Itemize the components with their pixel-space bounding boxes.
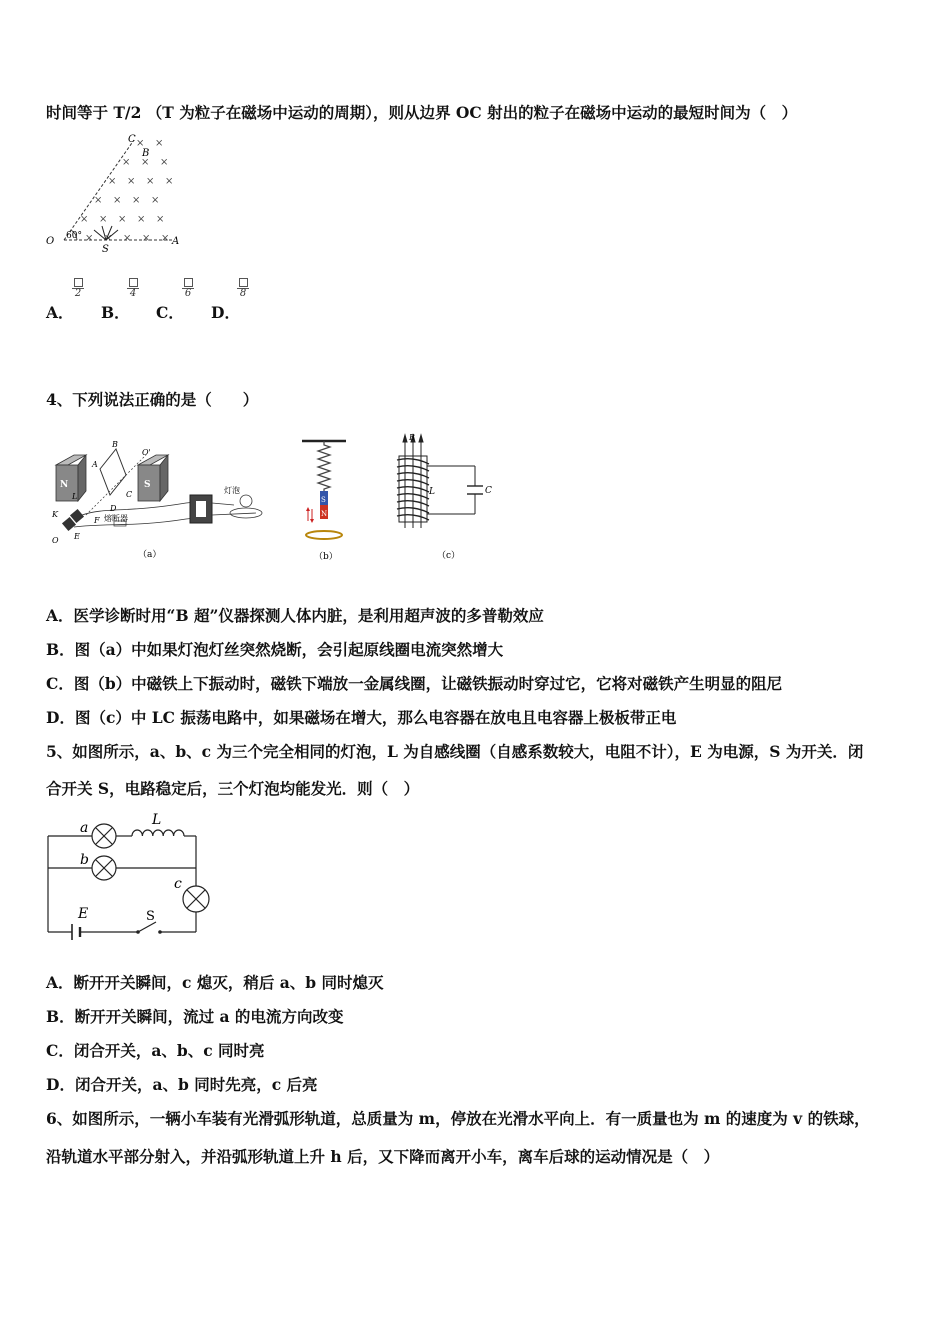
field-cross-mark: × xyxy=(160,157,169,168)
q4-figure-c-lc-circuit xyxy=(395,430,505,560)
fig-a-caption: （a） xyxy=(138,550,162,560)
q4-option-c[interactable]: C．图（b）中磁铁上下振动时，磁铁下端放一金属线圈，让磁铁振动时穿过它，它将对磁铁产生明显的阻尼 xyxy=(46,674,783,693)
q3-option-a[interactable]: A． xyxy=(46,303,74,322)
q3-option-a-fraction: 2 xyxy=(71,278,85,299)
q5-stem-line-1: 5、如图所示，a、b、c 为三个完全相同的灯泡，L 为自感线圈（自感系数较大，电阻不计），E 为电源，S 为开关．闭 xyxy=(46,742,864,761)
fig-b-N: N xyxy=(321,510,328,518)
label-C: C xyxy=(128,134,136,145)
field-cross-mark: × xyxy=(104,233,113,244)
fig-a-C: C xyxy=(126,490,133,499)
field-cross-mark: × xyxy=(142,233,151,244)
q3-option-b-fraction: 4 xyxy=(126,278,140,299)
field-cross-mark: × xyxy=(108,176,117,187)
field-cross-mark: × xyxy=(165,176,174,187)
q5-circuit-figure xyxy=(44,810,219,945)
fig-a-O: O xyxy=(52,536,59,545)
fig-a-D: D xyxy=(110,504,117,513)
fig-c-L: L xyxy=(429,487,435,497)
field-cross-mark: × xyxy=(94,195,103,206)
fig-a-E: E xyxy=(74,532,80,541)
q3-magnetic-field-figure xyxy=(44,132,184,252)
fig-a-B: B xyxy=(112,440,118,449)
q4-stem: 4、下列说法正确的是（ ） xyxy=(46,390,259,409)
circuit-label-c: c xyxy=(174,876,182,892)
fig-b-caption: （b） xyxy=(314,552,338,562)
field-cross-mark: × xyxy=(118,214,127,225)
fig-c-C: C xyxy=(485,486,492,496)
q5-option-b[interactable]: B．断开开关瞬间，流过 a 的电流方向改变 xyxy=(46,1007,344,1026)
field-cross-mark: × xyxy=(141,157,150,168)
field-cross-mark: × xyxy=(151,195,160,206)
q5-stem-line-2: 合开关 S，电路稳定后，三个灯泡均能发光．则（ ） xyxy=(46,779,420,798)
field-cross-mark: × xyxy=(161,233,170,244)
circuit-label-a: a xyxy=(80,820,89,836)
fig-c-B: B xyxy=(409,433,415,442)
q4-option-d[interactable]: D．图（c）中 LC 振荡电路中，如果磁场在增大，那么电容器在放电且电容器上极板带正电 xyxy=(46,708,677,727)
field-cross-mark: × xyxy=(113,195,122,206)
label-A: A xyxy=(172,236,180,247)
circuit-label-b: b xyxy=(80,852,89,868)
field-cross-mark: × xyxy=(122,157,131,168)
q6-stem-line-1: 6、如图所示，一辆小车装有光滑弧形轨道，总质量为 m，停放在光滑水平向上．有一质量也为 m 的速度为 v 的铁球， xyxy=(46,1109,870,1128)
q6-stem-line-2: 沿轨道水平部分射入，并沿弧形轨道上升 h 后，又下降而离开小车，离车后球的运动情况是（ ） xyxy=(46,1147,720,1166)
q3-option-b[interactable]: B． xyxy=(101,303,130,322)
q3-option-d-fraction: 8 xyxy=(236,278,250,299)
fig-a-K: K xyxy=(52,510,58,519)
fig-a-A: A xyxy=(92,460,98,469)
q3-option-c[interactable]: C． xyxy=(156,303,184,322)
q5-option-a[interactable]: A．断开开关瞬间，c 熄灭，稍后 a、b 同时熄灭 xyxy=(46,973,384,992)
field-cross-mark: × xyxy=(85,233,94,244)
label-angle: 60° xyxy=(66,231,82,241)
field-cross-mark: × xyxy=(156,214,165,225)
label-B: B xyxy=(142,148,150,159)
q4-option-a[interactable]: A．医学诊断时用“B 超”仪器探测人体内脏，是利用超声波的多普勒效应 xyxy=(46,606,544,625)
field-cross-mark: × xyxy=(146,176,155,187)
field-cross-mark: × xyxy=(80,214,89,225)
fig-a-N: N xyxy=(60,480,69,490)
field-cross-mark: × xyxy=(123,233,132,244)
fig-a-lamp: 灯泡 xyxy=(224,486,240,495)
q3-option-d[interactable]: D． xyxy=(211,303,240,322)
field-cross-mark: × xyxy=(155,138,164,149)
fig-c-caption: （c） xyxy=(437,551,461,560)
label-O: O xyxy=(46,236,55,247)
circuit-label-S: S xyxy=(146,909,155,924)
fig-a-O1: O' xyxy=(142,448,151,457)
q3-stem-tail: 时间等于 T/2 （T 为粒子在磁场中运动的周期），则从边界 OC 射出的粒子在磁场中运动的最短时间为（ ） xyxy=(46,103,798,122)
fig-a-S: S xyxy=(144,480,151,490)
fig-a-L: L xyxy=(72,492,78,501)
field-cross-mark: × xyxy=(132,195,141,206)
q5-option-d[interactable]: D．闭合开关，a、b 同时先亮，c 后亮 xyxy=(46,1075,318,1094)
q4-option-b[interactable]: B．图（a）中如果灯泡灯丝突然烧断，会引起原线圈电流突然增大 xyxy=(46,640,504,659)
fig-a-F: F xyxy=(94,516,100,525)
field-cross-mark: × xyxy=(136,138,145,149)
fig-b-S: S xyxy=(321,496,326,504)
q4-figure-b-spring-magnet xyxy=(290,435,360,565)
circuit-label-E: E xyxy=(78,906,89,922)
q4-figure-a-generator xyxy=(46,435,276,565)
field-cross-mark: × xyxy=(99,214,108,225)
label-S: S xyxy=(102,244,109,252)
fig-a-fuse: 熔断器 xyxy=(104,514,128,523)
circuit-label-L: L xyxy=(152,812,162,828)
field-cross-mark: × xyxy=(137,214,146,225)
field-cross-mark: × xyxy=(127,176,136,187)
q3-option-c-fraction: 6 xyxy=(181,278,195,299)
q5-option-c[interactable]: C．闭合开关，a、b、c 同时亮 xyxy=(46,1041,265,1060)
